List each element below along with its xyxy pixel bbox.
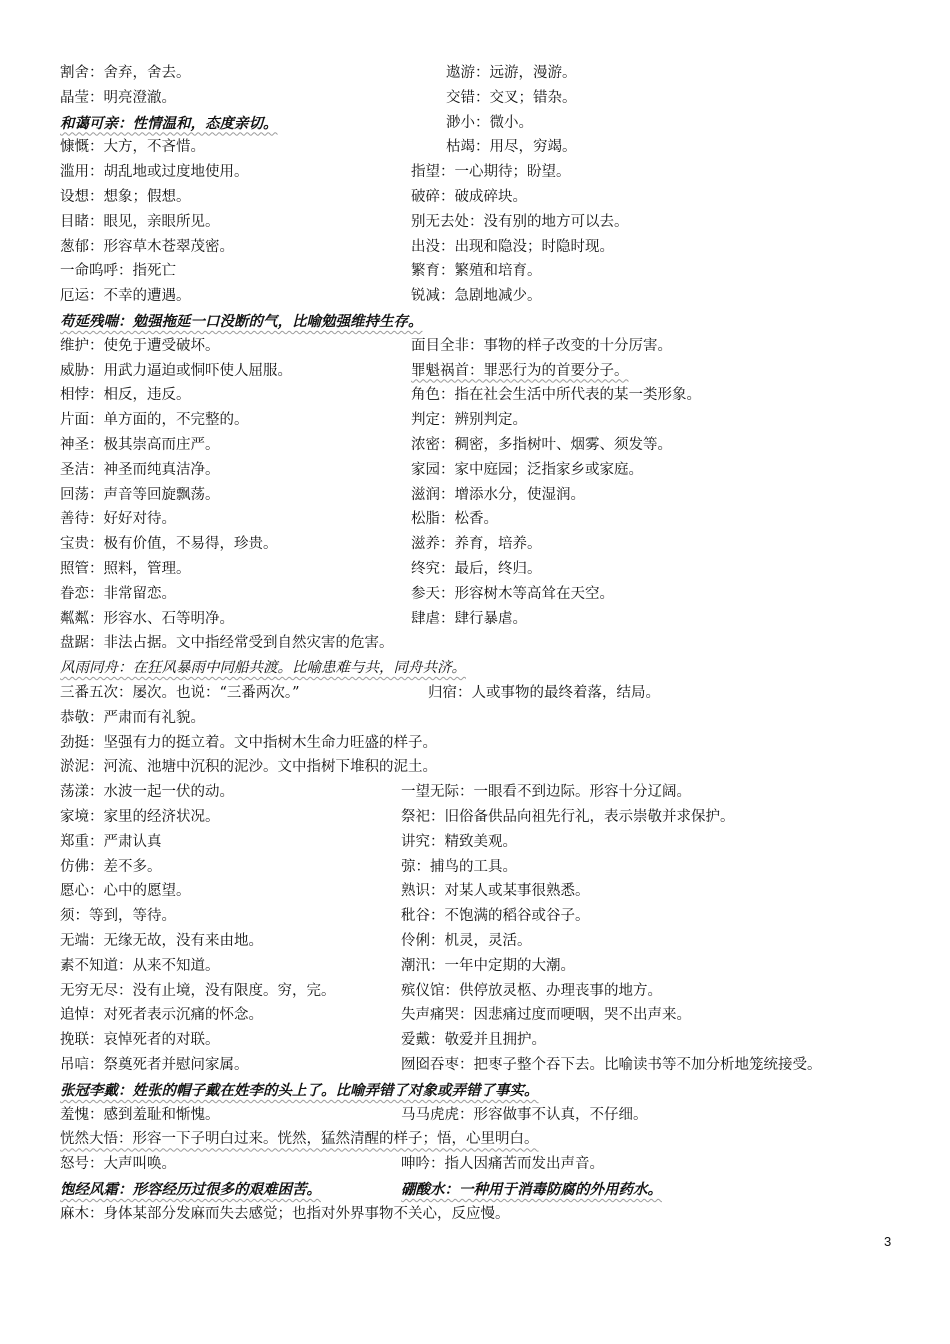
- term-right: 枯竭：用尽，穷竭。: [446, 139, 577, 156]
- term-line: [0, 532, 950, 557]
- term-line: [0, 135, 950, 160]
- term-line: [0, 1127, 950, 1152]
- term-right: 浓密：稠密，多指树叶、烟雾、须发等。: [411, 437, 672, 453]
- term-left: 恍然大悟：形容一下子明白过来。恍然，猛然清醒的样子；悟，心里明白。: [60, 1131, 539, 1148]
- term-left: 神圣：极其崇高而庄严。: [60, 437, 220, 453]
- term-line: [0, 1202, 950, 1227]
- term-line: [0, 507, 950, 532]
- term-right: 滋润：增添水分，使湿润。: [411, 486, 585, 503]
- term-line: [0, 607, 950, 632]
- term-right: 渺小：微小。: [446, 114, 533, 131]
- term-line: [0, 929, 950, 954]
- term-right: 角色：指在社会生活中所代表的某一类形象。: [411, 387, 701, 404]
- term-line: [0, 805, 950, 830]
- term-right: 交错：交叉；错杂。: [446, 89, 577, 106]
- term-left: 相悖：相反，违反。: [60, 387, 191, 404]
- term-right: 参天：形容树木等高耸在天空。: [411, 585, 614, 602]
- term-left: 粼粼：形容水、石等明净。: [60, 610, 234, 627]
- term-left: 片面：单方面的，不完整的。: [60, 412, 249, 429]
- term-line: [0, 582, 950, 607]
- term-left: 盘踞：非法占据。文中指经常受到自然灾害的危害。: [60, 635, 394, 652]
- term-line: [0, 284, 950, 309]
- term-left: 善待：好好对待。: [60, 511, 176, 528]
- term-line: [0, 656, 950, 681]
- term-line: [0, 408, 950, 433]
- term-line: [0, 855, 950, 880]
- term-right: 肆虐：肆行暴虐。: [411, 610, 527, 627]
- term-line: [0, 309, 950, 334]
- term-left: 厄运：不幸的遭遇。: [60, 288, 191, 305]
- term-right: 爱戴：敬爱并且拥护。: [401, 1032, 546, 1049]
- term-line: [0, 1053, 950, 1078]
- term-left: 圣洁：神圣而纯真洁净。: [60, 461, 220, 478]
- term-line: [0, 160, 950, 185]
- term-left: 愿心：心中的愿望。: [60, 883, 191, 900]
- term-left: 照管：照料，管理。: [60, 561, 191, 577]
- page-number: 3: [884, 1234, 892, 1249]
- term-left: 苟延残喘：勉强拖延一口没断的气，比喻勉强维持生存。: [60, 313, 423, 330]
- term-line: [0, 557, 950, 582]
- term-line: [0, 755, 950, 780]
- term-left: 素不知道：从来不知道。: [60, 957, 220, 974]
- term-left: 羞愧：感到羞耻和惭愧。: [60, 1106, 220, 1123]
- term-right: 殡仪馆：供停放灵柩、办理丧事的地方。: [401, 982, 662, 999]
- term-line: [0, 979, 950, 1004]
- term-line: [0, 86, 950, 111]
- term-line: [0, 433, 950, 458]
- term-left: 目睹：眼见，亲眼所见。: [60, 213, 220, 230]
- term-left: 怒号：大声叫唤。: [60, 1156, 176, 1173]
- term-left: 三番五次：屡次。也说：“三番两次。”: [60, 685, 300, 701]
- term-left: 眷恋：非常留恋。: [60, 585, 176, 602]
- term-line: [0, 1152, 950, 1177]
- term-left: 张冠李戴：姓张的帽子戴在姓李的头上了。比喻弄错了对象或弄错了事实。: [60, 1081, 539, 1099]
- term-left: 麻木：身体某部分发麻而失去感觉；也指对外界事物不关心，反应慢。: [60, 1205, 510, 1222]
- term-right: 遨游：远游，漫游。: [446, 65, 577, 81]
- term-right: 失声痛哭：因悲痛过度而哽咽，哭不出声来。: [401, 1007, 691, 1024]
- term-right: 祭祀：旧俗备供品向祖先行礼，表示崇敬并求保护。: [401, 809, 735, 825]
- term-line: [0, 1078, 950, 1103]
- term-right: 硼酸水：一种用于消毒防腐的外用药水。: [401, 1181, 662, 1198]
- term-left: 一命呜呼：指死亡: [60, 263, 176, 280]
- term-left: 设想：想象；假想。: [60, 189, 191, 205]
- term-line: [0, 1003, 950, 1028]
- term-left: 郑重：严肃认真: [60, 833, 162, 850]
- term-left: 仿佛：差不多。: [60, 858, 162, 875]
- term-line: [0, 185, 950, 210]
- term-right: 面目全非：事物的样子改变的十分厉害。: [411, 337, 672, 354]
- term-left: 追悼：对死者表示沉痛的怀念。: [60, 1007, 263, 1024]
- term-right: 讲究：精致美观。: [401, 833, 517, 850]
- term-left: 无端：无缘无故，没有来由地。: [60, 933, 263, 949]
- term-right: 罪魁祸首：罪恶行为的首要分子。: [411, 362, 629, 379]
- term-left: 无穷无尽：没有止境，没有限度。穷，完。: [60, 982, 336, 999]
- term-left: 劲挺：坚强有力的挺立着。文中指树木生命力旺盛的样子。: [60, 734, 437, 751]
- term-right: 滋养：养育，培养。: [411, 536, 542, 553]
- term-line: [0, 706, 950, 731]
- term-left: 滥用：胡乱地或过度地使用。: [60, 164, 249, 181]
- term-right: 终究：最后，终归。: [411, 561, 542, 577]
- term-line: [0, 1177, 950, 1202]
- term-right: 判定：辨别判定。: [411, 412, 527, 429]
- term-right: 家园：家中庭园；泛指家乡或家庭。: [411, 461, 643, 478]
- term-left: 挽联：哀悼死者的对联。: [60, 1032, 220, 1049]
- term-left: 晶莹：明亮澄澈。: [60, 89, 176, 106]
- term-right: 松脂：松香。: [411, 511, 498, 528]
- term-right: 潮汛：一年中定期的大潮。: [401, 957, 575, 974]
- term-right: 马马虎虎：形容做事不认真，不仔细。: [401, 1106, 648, 1123]
- term-line: [0, 259, 950, 284]
- term-line: [0, 681, 950, 706]
- term-right: 锐减：急剧地减少。: [411, 288, 542, 305]
- term-left: 宝贵：极有价值，不易得，珍贵。: [60, 536, 278, 553]
- term-line: [0, 458, 950, 483]
- term-left: 饱经风霜：形容经历过很多的艰难困苦。: [60, 1181, 321, 1198]
- term-right: 伶俐：机灵，灵活。: [401, 933, 532, 949]
- term-right: 出没：出现和隐没；时隐时现。: [411, 238, 614, 255]
- term-left: 慷慨：大方，不吝惜。: [60, 139, 205, 156]
- term-line: [0, 210, 950, 235]
- term-line: [0, 334, 950, 359]
- term-left: 须：等到，等待。: [60, 908, 176, 925]
- term-line: [0, 111, 950, 136]
- term-right: 呻吟：指人因痛苦而发出声音。: [401, 1156, 604, 1173]
- term-line: [0, 1028, 950, 1053]
- term-right: 秕谷：不饱满的稻谷或谷子。: [401, 908, 590, 925]
- term-line: [0, 731, 950, 756]
- term-right: 归宿：人或事物的最终着落，结局。: [428, 685, 660, 701]
- term-right: 熟识：对某人或某事很熟悉。: [401, 883, 590, 900]
- term-right: 囫囵吞枣：把枣子整个吞下去。比喻读书等不加分析地笼统接受。: [401, 1057, 822, 1073]
- term-right: 一望无际：一眼看不到边际。形容十分辽阔。: [401, 784, 691, 801]
- term-right: 繁育：繁殖和培育。: [411, 263, 542, 280]
- term-line: [0, 830, 950, 855]
- term-line: [0, 483, 950, 508]
- term-left: 吊唁：祭奠死者并慰问家属。: [60, 1057, 249, 1073]
- term-right: 指望：一心期待；盼望。: [411, 164, 571, 181]
- term-left: 威胁：用武力逼迫或恫吓使人屈服。: [60, 362, 292, 379]
- term-left: 风雨同舟：在狂风暴雨中同船共渡。比喻患难与共，同舟共济。: [60, 660, 466, 677]
- term-line: [0, 631, 950, 656]
- term-line: [0, 235, 950, 260]
- term-line: [0, 383, 950, 408]
- term-left: 和蔼可亲：性情温和，态度亲切。: [60, 114, 278, 132]
- term-line: [0, 879, 950, 904]
- term-right: 弶：捕鸟的工具。: [401, 858, 517, 875]
- term-left: 维护：使免于遭受破坏。: [60, 337, 220, 354]
- term-line: [0, 780, 950, 805]
- term-line: [0, 954, 950, 979]
- term-left: 淤泥：河流、池塘中沉积的泥沙。文中指树下堆积的泥土。: [60, 759, 437, 776]
- term-line: [0, 61, 950, 86]
- term-line: [0, 1103, 950, 1128]
- term-line: [0, 359, 950, 384]
- term-left: 割舍：舍弃，舍去。: [60, 65, 191, 81]
- term-right: 别无去处：没有别的地方可以去。: [411, 213, 629, 230]
- term-line: [0, 904, 950, 929]
- term-left: 葱郁：形容草木苍翠茂密。: [60, 238, 234, 255]
- term-left: 回荡：声音等回旋飘荡。: [60, 486, 220, 503]
- term-right: 破碎：破成碎块。: [411, 189, 527, 205]
- term-left: 荡漾：水波一起一伏的动。: [60, 784, 234, 801]
- term-left: 家境：家里的经济状况。: [60, 809, 220, 825]
- term-left: 恭敬：严肃而有礼貌。: [60, 709, 205, 726]
